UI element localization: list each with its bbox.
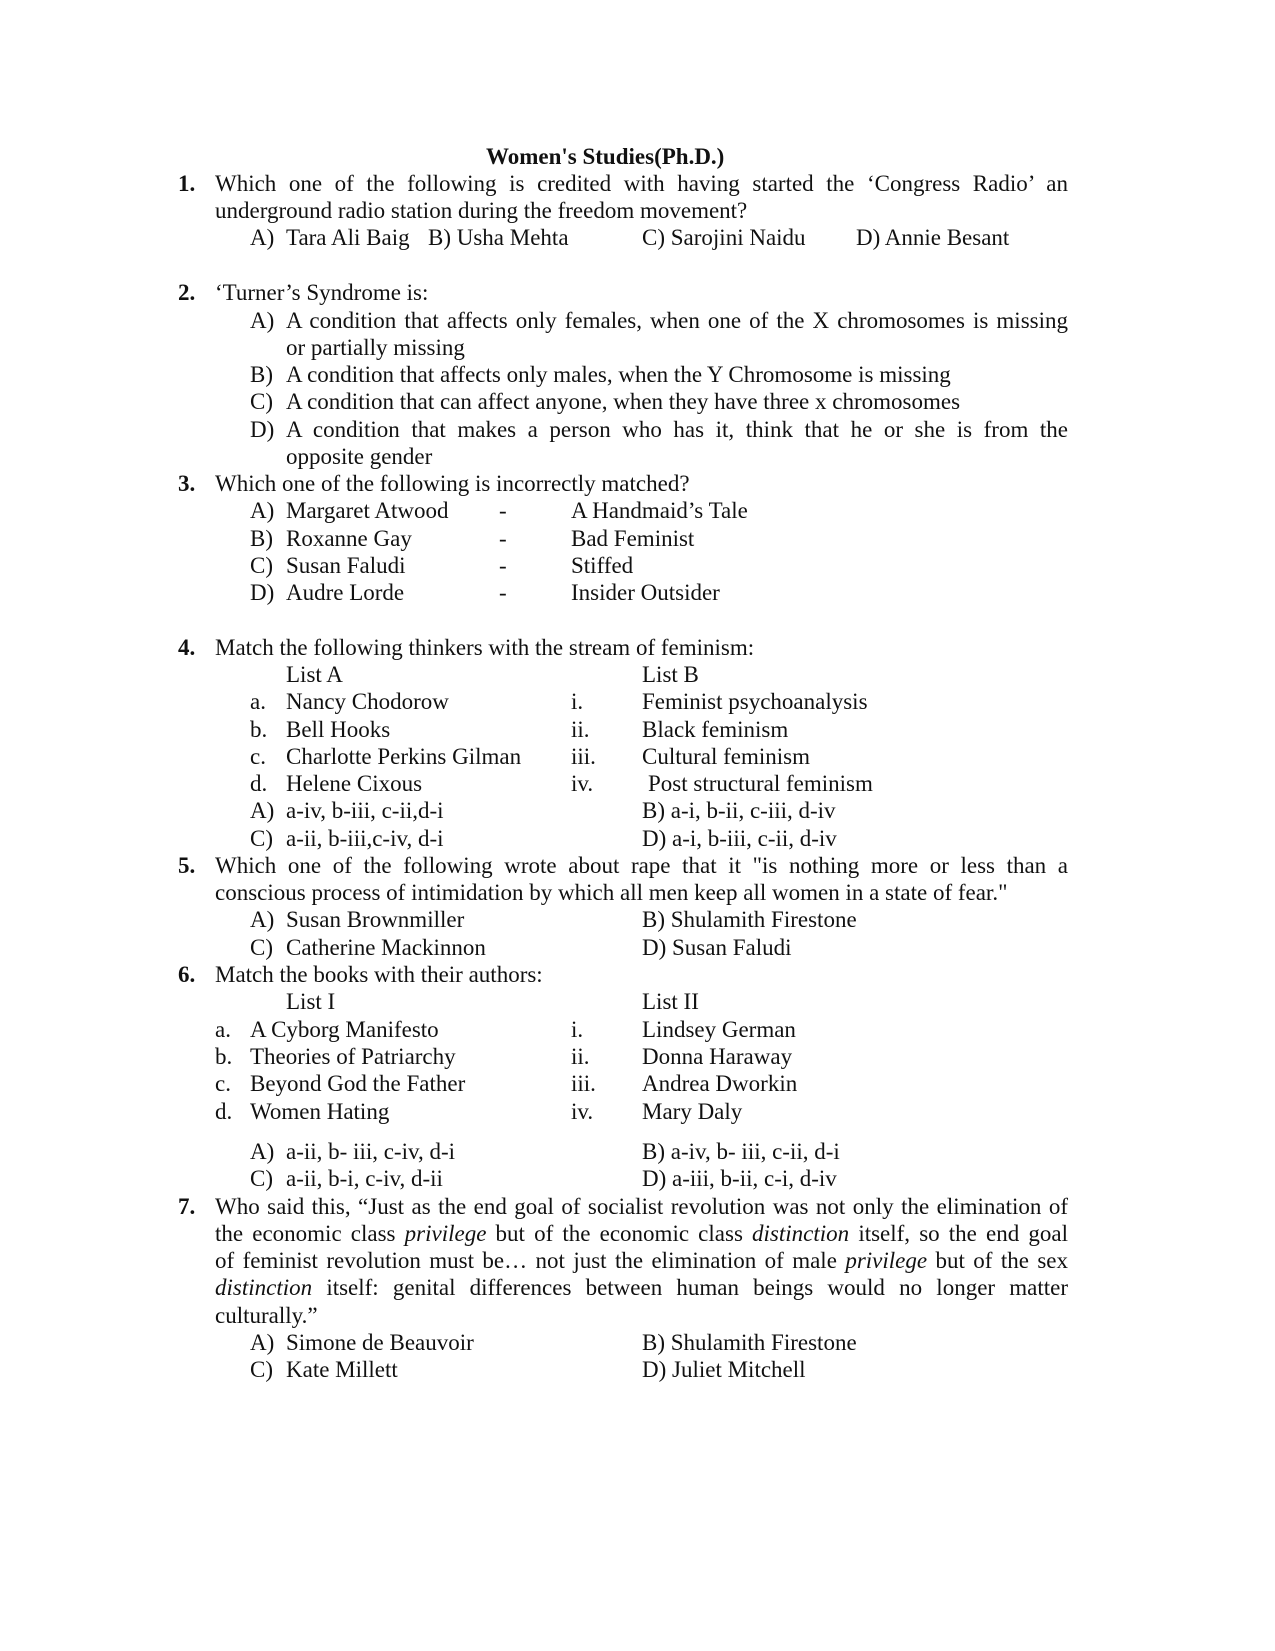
- question-6-row-numeral: iii.: [571, 1071, 596, 1096]
- question-7-option-d: D) Juliet Mitchell: [642, 1357, 806, 1382]
- question-3-row-author: Margaret Atwood: [286, 498, 449, 523]
- question-2-option-d-line-1: A condition that makes a person who has it, think that he or she is from the: [286, 417, 1068, 442]
- question-6-option-b: B) a-iv, b- iii, c-ii, d-i: [642, 1139, 840, 1164]
- question-3-stem: Which one of the following is incorrectly matched?: [215, 471, 690, 496]
- question-4-row-stream: Post structural feminism: [648, 771, 873, 796]
- question-4-number: 4.: [178, 635, 196, 660]
- question-7-option-c: Kate Millett: [286, 1357, 398, 1382]
- question-4-row-key: b.: [250, 717, 268, 742]
- question-6-row-key: b.: [215, 1044, 233, 1069]
- question-6-option-a-label: A): [250, 1139, 275, 1164]
- question-3-row-dash: -: [499, 580, 507, 605]
- question-1-option-a: Tara Ali Baig: [286, 225, 410, 250]
- question-6-row-author: Donna Haraway: [642, 1044, 793, 1069]
- question-3-row-author: Susan Faludi: [286, 553, 406, 578]
- question-4-row-stream: Black feminism: [642, 717, 789, 742]
- question-3-row-author: Audre Lorde: [286, 580, 405, 605]
- question-2-option-d-label: D): [250, 417, 275, 442]
- question-3-row-dash: -: [499, 498, 507, 523]
- question-5-number: 5.: [178, 853, 196, 878]
- question-6-list-i-heading: List I: [286, 989, 336, 1014]
- question-4-row-thinker: Nancy Chodorow: [286, 689, 449, 714]
- question-4-option-a: a-iv, b-iii, c-ii,d-i: [286, 798, 444, 823]
- question-5-option-a-label: A): [250, 907, 275, 932]
- question-6-row-numeral: iv.: [571, 1099, 594, 1124]
- question-7-option-b: B) Shulamith Firestone: [642, 1330, 857, 1355]
- question-7-number: 7.: [178, 1194, 196, 1219]
- question-1-text-line-1: Which one of the following is credited with having started the ‘Congress Radio’ an: [215, 171, 1068, 196]
- question-5-option-d: D) Susan Faludi: [642, 935, 792, 960]
- question-7-option-c-label: C): [250, 1357, 273, 1382]
- question-6-option-d: D) a-iii, b-ii, c-i, d-iv: [642, 1166, 837, 1191]
- question-6-row-book: Beyond God the Father: [250, 1071, 466, 1096]
- question-2-option-a-line-2: or partially missing: [286, 335, 465, 360]
- question-6-row-book: Theories of Patriarchy: [250, 1044, 456, 1069]
- question-7-text-line-1: Who said this, “Just as the end goal of socialist revolution was not only the elimination of: [215, 1194, 1068, 1219]
- question-6-row-numeral: i.: [571, 1017, 584, 1042]
- question-7-text-line-4: distinction itself: genital differences between human beings would no longer matter: [215, 1275, 1068, 1300]
- question-4-row-thinker: Bell Hooks: [286, 717, 391, 742]
- question-2-option-c-label: C): [250, 389, 273, 414]
- question-6-row-book: A Cyborg Manifesto: [250, 1017, 439, 1042]
- question-3-row-label: B): [250, 526, 273, 551]
- question-1-option-d: D) Annie Besant: [856, 225, 1010, 250]
- question-6-row-numeral: ii.: [571, 1044, 590, 1069]
- question-2-option-c: A condition that can affect anyone, when they have three x chromosomes: [286, 389, 961, 414]
- question-5-text-line-2: conscious process of intimidation by which all men keep all women in a state of fear.": [215, 880, 1008, 905]
- question-4-option-c-label: C): [250, 826, 273, 851]
- question-3-row-label: A): [250, 498, 275, 523]
- question-6-row-key: a.: [215, 1017, 231, 1042]
- question-5-option-b: B) Shulamith Firestone: [642, 907, 857, 932]
- question-1-option-c: C) Sarojini Naidu: [642, 225, 806, 250]
- question-6-row-author: Andrea Dworkin: [642, 1071, 798, 1096]
- question-2-stem: ‘Turner’s Syndrome is:: [215, 280, 429, 305]
- question-2-number: 2.: [178, 280, 196, 305]
- question-4-row-numeral: iv.: [571, 771, 594, 796]
- question-6-row-book: Women Hating: [250, 1099, 390, 1124]
- question-7-text-line-2: the economic class privilege but of the economic class distinction itself, so the end goal: [215, 1221, 1068, 1246]
- question-3-row-label: D): [250, 580, 275, 605]
- question-6-number: 6.: [178, 962, 196, 987]
- question-4-row-thinker: Charlotte Perkins Gilman: [286, 744, 522, 769]
- question-7-option-a: Simone de Beauvoir: [286, 1330, 474, 1355]
- question-5-option-c: Catherine Mackinnon: [286, 935, 486, 960]
- page-title: Women's Studies(Ph.D.): [486, 144, 725, 169]
- question-3-row-work: Stiffed: [571, 553, 634, 578]
- question-4-row-numeral: ii.: [571, 717, 590, 742]
- question-6-option-c-label: C): [250, 1166, 273, 1191]
- question-4-list-a-heading: List A: [286, 662, 343, 687]
- question-4-row-key: c.: [250, 744, 266, 769]
- question-2-option-d-line-2: opposite gender: [286, 444, 433, 469]
- question-4-option-a-label: A): [250, 798, 275, 823]
- question-7-text-line-3: of feminist revolution must be… not just the elimination of male privilege but of the sex: [215, 1248, 1068, 1273]
- question-6-row-key: c.: [215, 1071, 231, 1096]
- question-6-row-author: Mary Daly: [642, 1099, 743, 1124]
- question-6-list-ii-heading: List II: [642, 989, 699, 1014]
- question-4-row-stream: Feminist psychoanalysis: [642, 689, 868, 714]
- question-6-row-key: d.: [215, 1099, 233, 1124]
- question-1-text-line-2: underground radio station during the freedom movement?: [215, 198, 748, 223]
- question-6-row-author: Lindsey German: [642, 1017, 796, 1042]
- question-4-row-numeral: iii.: [571, 744, 596, 769]
- question-5-option-c-label: C): [250, 935, 273, 960]
- question-7-option-a-label: A): [250, 1330, 275, 1355]
- question-4-row-numeral: i.: [571, 689, 584, 714]
- question-3-row-dash: -: [499, 526, 507, 551]
- question-4-option-b: B) a-i, b-ii, c-iii, d-iv: [642, 798, 836, 823]
- question-4-row-key: a.: [250, 689, 266, 714]
- question-3-row-work: Insider Outsider: [571, 580, 720, 605]
- question-6-option-c: a-ii, b-i, c-iv, d-ii: [286, 1166, 443, 1191]
- question-5-text-line-1: Which one of the following wrote about rape that it "is nothing more or less than a: [215, 853, 1068, 878]
- question-3-row-work: Bad Feminist: [571, 526, 695, 551]
- question-3-row-author: Roxanne Gay: [286, 526, 412, 551]
- question-1-option-a-label: A): [250, 225, 275, 250]
- question-3-number: 3.: [178, 471, 196, 496]
- question-2-option-a-line-1: A condition that affects only females, when one of the X chromosomes is missing: [286, 308, 1068, 333]
- question-3-row-work: A Handmaid’s Tale: [571, 498, 748, 523]
- question-2-option-b: A condition that affects only males, when the Y Chromosome is missing: [286, 362, 951, 387]
- question-6-stem: Match the books with their authors:: [215, 962, 543, 987]
- question-4-option-d: D) a-i, b-iii, c-ii, d-iv: [642, 826, 837, 851]
- question-5-option-a: Susan Brownmiller: [286, 907, 465, 932]
- question-4-option-c: a-ii, b-iii,c-iv, d-i: [286, 826, 444, 851]
- question-3-row-label: C): [250, 553, 273, 578]
- question-6-option-a: a-ii, b- iii, c-iv, d-i: [286, 1139, 456, 1164]
- question-7-text-line-5: culturally.”: [215, 1303, 318, 1328]
- question-4-list-b-heading: List B: [642, 662, 699, 687]
- question-4-row-thinker: Helene Cixous: [286, 771, 423, 796]
- question-1-number: 1.: [178, 171, 196, 196]
- question-1-option-b: B) Usha Mehta: [428, 225, 569, 250]
- question-2-option-b-label: B): [250, 362, 273, 387]
- question-2-option-a-label: A): [250, 308, 275, 333]
- question-4-row-stream: Cultural feminism: [642, 744, 811, 769]
- question-4-row-key: d.: [250, 771, 268, 796]
- question-4-stem: Match the following thinkers with the stream of feminism:: [215, 635, 755, 660]
- question-3-row-dash: -: [499, 553, 507, 578]
